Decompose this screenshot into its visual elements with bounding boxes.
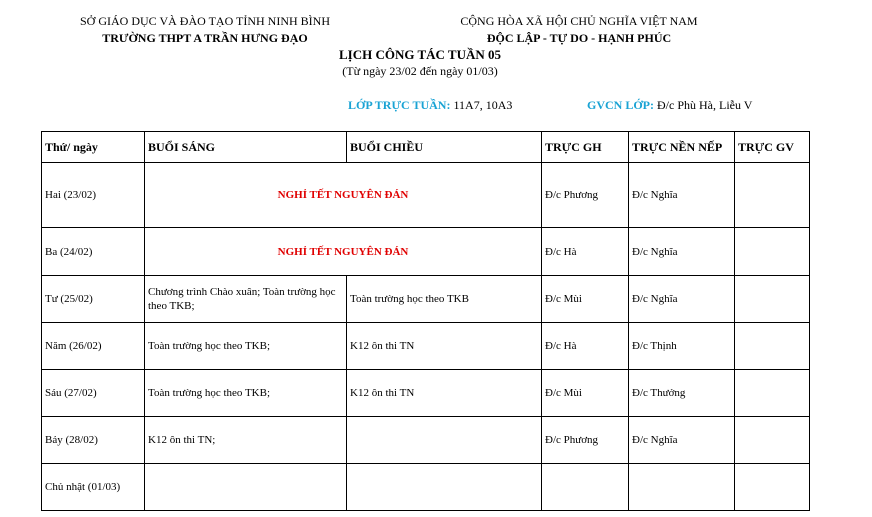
morning-cell: Toàn trường học theo TKB;	[145, 370, 347, 417]
duty-gh-cell	[542, 464, 629, 511]
duty-teacher-cell	[735, 370, 810, 417]
homeroom-label: GVCN LỚP:	[587, 98, 654, 112]
afternoon-cell: K12 ôn thi TN	[347, 370, 542, 417]
header-afternoon: BUỔI CHIỀU	[347, 132, 542, 163]
duty-teacher-cell	[735, 163, 810, 228]
duty-gh-cell: Đ/c Phương	[542, 417, 629, 464]
day-cell: Bảy (28/02)	[42, 417, 145, 464]
duty-teacher-cell	[735, 276, 810, 323]
duty-class-value: 11A7, 10A3	[453, 98, 513, 112]
country-name: CỘNG HÒA XÃ HỘI CHỦ NGHĨA VIỆT NAM	[460, 14, 698, 28]
day-cell: Năm (26/02)	[42, 323, 145, 370]
duty-class-line	[348, 98, 512, 113]
duty-discipline-cell: Đ/c Nghĩa	[629, 163, 735, 228]
table-row	[42, 276, 810, 323]
duty-discipline-cell: Đ/c Thưởng	[629, 370, 735, 417]
day-cell: Ba (24/02)	[42, 228, 145, 276]
duty-gh-cell: Đ/c Hà	[542, 228, 629, 276]
header-morning: BUỔI SÁNG	[145, 132, 347, 163]
national-motto: ĐỘC LẬP - TỰ DO - HẠNH PHÚC	[486, 31, 672, 45]
duty-teacher-cell	[735, 323, 810, 370]
table-header-row	[42, 132, 810, 163]
duty-teacher-cell	[735, 464, 810, 511]
duty-discipline-cell: Đ/c Nghĩa	[629, 417, 735, 464]
schedule-table	[41, 131, 810, 511]
table-row	[42, 417, 810, 464]
morning-cell	[145, 464, 347, 511]
day-cell: Chủ nhật (01/03)	[42, 464, 145, 511]
duty-discipline-cell	[629, 464, 735, 511]
duty-teacher-cell	[735, 228, 810, 276]
table-row	[42, 370, 810, 417]
homeroom-value: Đ/c Phù Hà, Liễu V	[657, 98, 753, 112]
table-row	[42, 228, 810, 276]
page-title: LỊCH CÔNG TÁC TUẦN 05	[338, 47, 502, 62]
header-duty-discipline: TRỰC NỀN NẾP	[629, 132, 735, 163]
duty-discipline-cell: Đ/c Nghĩa	[629, 228, 735, 276]
duty-class-label: LỚP TRỰC TUẦN:	[348, 98, 451, 112]
table-row	[42, 323, 810, 370]
afternoon-cell: Toàn trường học theo TKB	[347, 276, 542, 323]
header-duty-teacher: TRỰC GV	[735, 132, 810, 163]
day-cell: Tư (25/02)	[42, 276, 145, 323]
duty-gh-cell: Đ/c Hà	[542, 323, 629, 370]
duty-gh-cell: Đ/c Mùi	[542, 370, 629, 417]
morning-cell: K12 ôn thi TN;	[145, 417, 347, 464]
table-row	[42, 163, 810, 228]
duty-gh-cell: Đ/c Phương	[542, 163, 629, 228]
holiday-cell: NGHỈ TẾT NGUYÊN ĐÁN	[145, 163, 542, 228]
header-duty-gh: TRỰC GH	[542, 132, 629, 163]
morning-cell: Toàn trường học theo TKB;	[145, 323, 347, 370]
header-day: Thứ/ ngày	[42, 132, 145, 163]
duty-gh-cell: Đ/c Mùi	[542, 276, 629, 323]
homeroom-line	[587, 98, 752, 113]
duty-discipline-cell: Đ/c Thịnh	[629, 323, 735, 370]
duty-discipline-cell: Đ/c Nghĩa	[629, 276, 735, 323]
duty-teacher-cell	[735, 417, 810, 464]
morning-cell: Chương trình Chào xuân; Toàn trường học theo TKB;	[145, 276, 347, 323]
table-row	[42, 464, 810, 511]
day-cell: Sáu (27/02)	[42, 370, 145, 417]
day-cell: Hai (23/02)	[42, 163, 145, 228]
department-name: SỞ GIÁO DỤC VÀ ĐÀO TẠO TỈNH NINH BÌNH	[80, 14, 330, 28]
afternoon-cell	[347, 417, 542, 464]
school-name: TRƯỜNG THPT A TRẦN HƯNG ĐẠO	[102, 31, 308, 45]
afternoon-cell	[347, 464, 542, 511]
holiday-cell: NGHỈ TẾT NGUYÊN ĐÁN	[145, 228, 542, 276]
date-range: (Từ ngày 23/02 đến ngày 01/03)	[342, 64, 498, 78]
afternoon-cell: K12 ôn thi TN	[347, 323, 542, 370]
